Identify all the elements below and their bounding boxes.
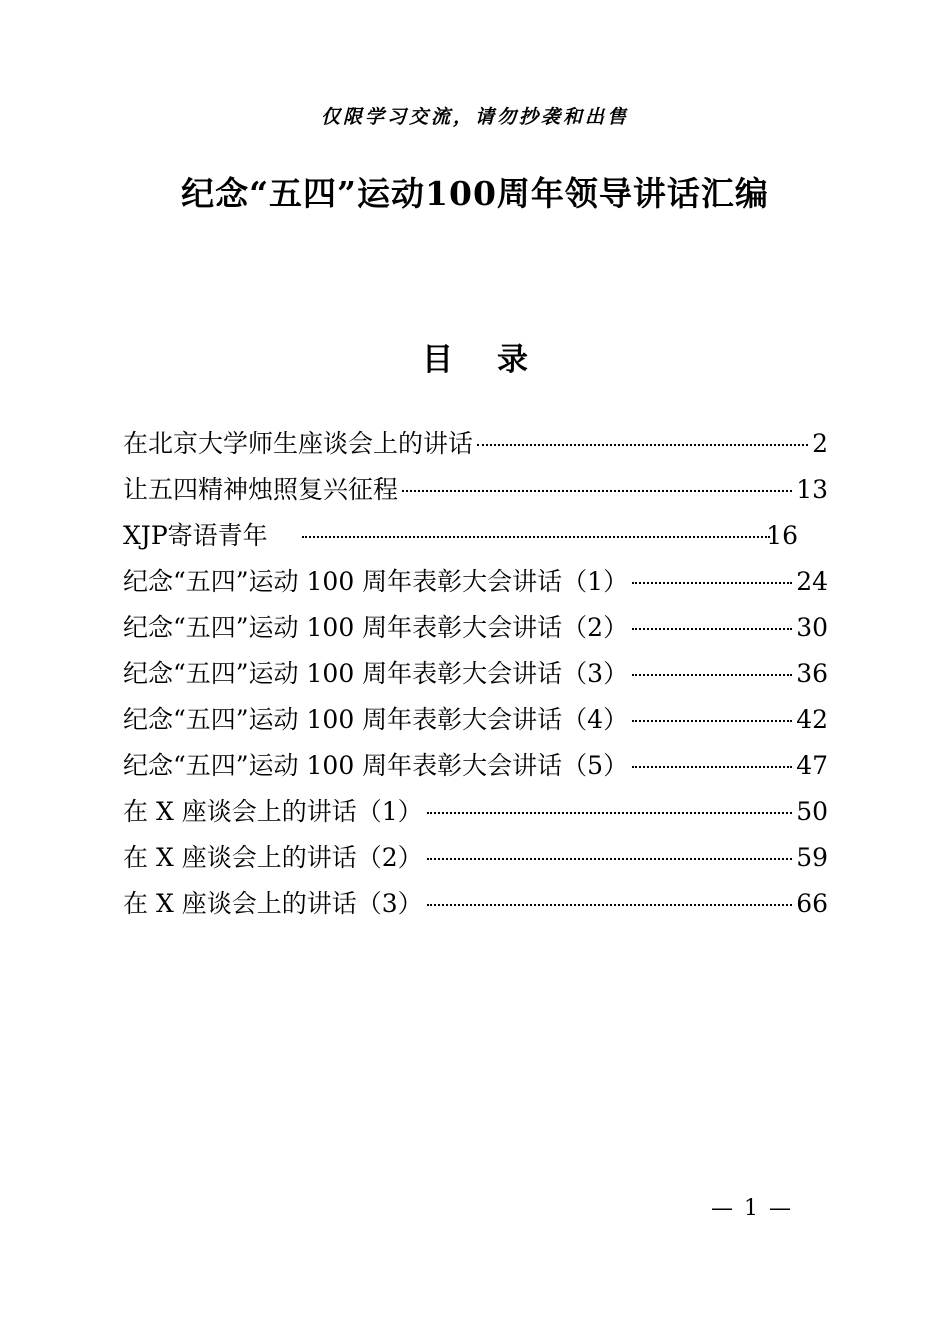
- document-title: 纪念“五四”运动100周年领导讲话汇编: [181, 174, 769, 213]
- toc-entry-page: 66: [796, 889, 828, 918]
- toc-heading: [0, 334, 950, 379]
- toc-entry-title: 在 X 座谈会上的讲话（2）: [123, 843, 423, 872]
- toc-entry-page: 2: [812, 429, 828, 458]
- dot-leader: [632, 628, 792, 630]
- dot-leader: [632, 674, 792, 676]
- toc-entry[interactable]: [123, 700, 828, 746]
- dot-leader: [402, 490, 792, 492]
- toc-entry-page: 24: [796, 567, 828, 596]
- toc-entry-title: 让五四精神烛照复兴征程: [123, 475, 399, 504]
- toc-entry-title: 纪念“五四”运动 100 周年表彰大会讲话（1）: [123, 567, 629, 596]
- toc-entry[interactable]: [123, 562, 828, 608]
- toc-entry-page: 13: [796, 475, 828, 504]
- toc-entry-title: 在北京大学师生座谈会上的讲话: [123, 429, 474, 458]
- toc-heading-left: 目: [422, 342, 453, 378]
- toc-entry[interactable]: [123, 470, 828, 516]
- dot-leader: [427, 904, 793, 906]
- toc-entry[interactable]: [123, 424, 828, 470]
- dot-leader: [632, 766, 792, 768]
- toc-entry-page: 59: [796, 843, 828, 872]
- toc-entry[interactable]: [123, 608, 828, 654]
- toc-entry-title: 在 X 座谈会上的讲话（1）: [123, 797, 423, 826]
- dot-leader: [477, 444, 808, 446]
- table-of-contents: [123, 424, 828, 930]
- toc-entry-page: 16: [766, 521, 798, 550]
- toc-entry[interactable]: [123, 838, 828, 884]
- dot-leader: [632, 582, 792, 584]
- dot-leader: [302, 536, 771, 538]
- dot-leader: [427, 812, 793, 814]
- toc-entry[interactable]: [123, 792, 828, 838]
- page-number: — 1 —: [711, 1196, 793, 1221]
- toc-entry-page: 42: [796, 705, 828, 734]
- toc-entry-page: 30: [796, 613, 828, 642]
- dot-leader: [427, 858, 793, 860]
- toc-heading-right: 录: [497, 342, 528, 378]
- toc-entry-title: 纪念“五四”运动 100 周年表彰大会讲话（2）: [123, 613, 629, 642]
- toc-entry-page: 50: [796, 797, 828, 826]
- usage-notice: 仅限学习交流，请勿抄袭和出售: [320, 106, 629, 128]
- toc-entry-page: 47: [796, 751, 828, 780]
- dot-leader: [632, 720, 792, 722]
- toc-entry-title: 纪念“五四”运动 100 周年表彰大会讲话（3）: [123, 659, 629, 688]
- toc-entry[interactable]: [123, 654, 828, 700]
- toc-entry-title: XJP寄语青年: [123, 521, 268, 550]
- toc-entry-title: 纪念“五四”运动 100 周年表彰大会讲话（5）: [123, 751, 629, 780]
- toc-entry-page: 36: [796, 659, 828, 688]
- toc-entry-title: 纪念“五四”运动 100 周年表彰大会讲话（4）: [123, 705, 629, 734]
- toc-entry-title: 在 X 座谈会上的讲话（3）: [123, 889, 423, 918]
- toc-entry[interactable]: [123, 516, 828, 562]
- toc-entry[interactable]: [123, 884, 828, 930]
- toc-entry[interactable]: [123, 746, 828, 792]
